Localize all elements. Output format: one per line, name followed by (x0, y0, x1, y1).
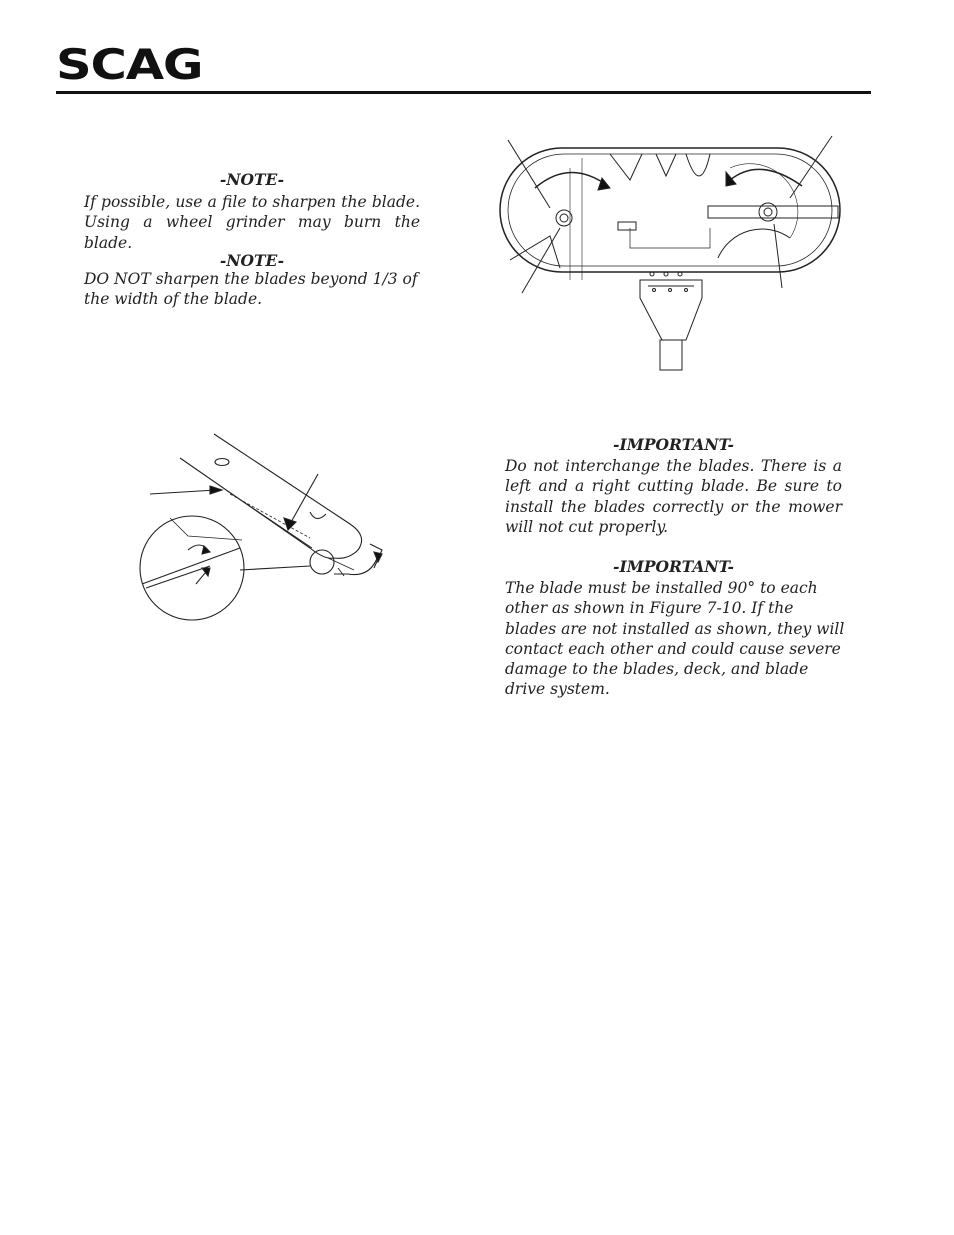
note-heading-1: -NOTE- (219, 170, 285, 189)
scag-logo (56, 40, 203, 89)
note-text-1: If possible, use a file to sharpen the blade. Using a wheel grinder may burn the blade. (84, 193, 420, 252)
mower-deck-diagram (490, 128, 850, 373)
important-heading-1: -IMPORTANT- (613, 435, 734, 454)
important-heading-2: -IMPORTANT- (613, 557, 734, 576)
note-text-2: DO NOT sharpen the blades beyond 1/3 of the width of the blade. (84, 270, 418, 309)
logo-wordmark: SCAG (56, 40, 203, 89)
header-rule (56, 91, 871, 94)
note-heading-2: -NOTE- (219, 251, 285, 270)
blade-sharpening-diagram (130, 428, 395, 623)
important-text-1: Do not interchange the blades. There is a left and a right cutting blade. Be sure to install the blades correctly or the mower will not cut properly. (505, 457, 842, 536)
important-text-2: The blade must be installed 90° to each other as shown in Figure 7-10. If the blades are not installed as shown, they will contact each other and could cause severe damage to the blades, deck, and blade drive system. (505, 579, 845, 699)
